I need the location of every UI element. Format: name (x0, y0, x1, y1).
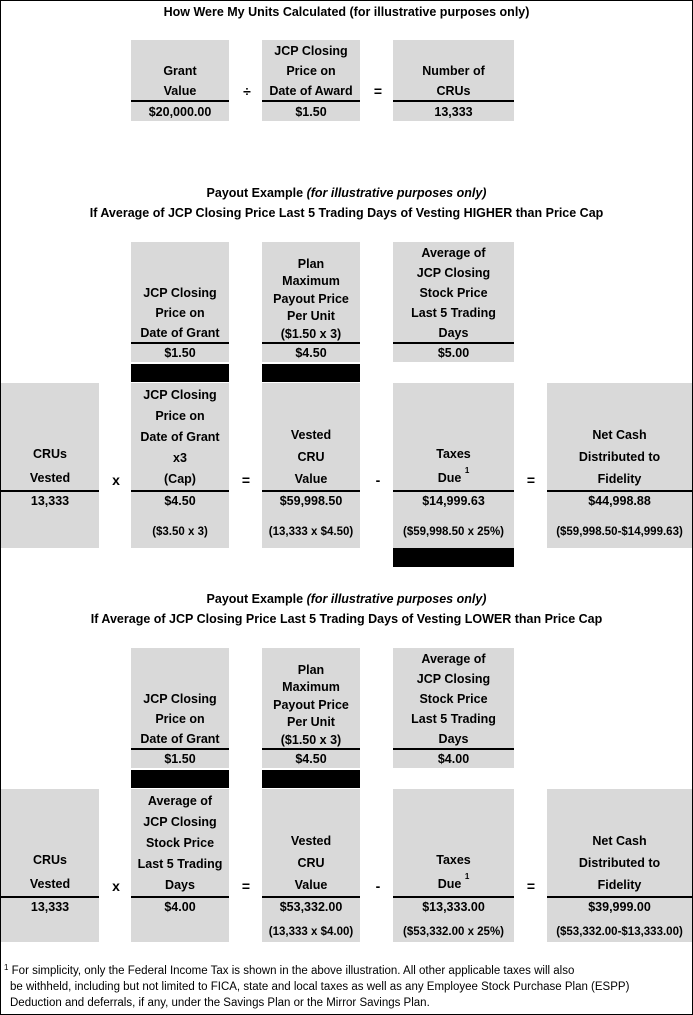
s2-vested-value-label (262, 383, 360, 490)
label-line: Payout Price (273, 697, 349, 712)
s2-avg-price-label (393, 242, 514, 343)
s2-net-cash-formula: ($59,998.50-$14,999.63) (556, 526, 683, 538)
s2-avg-price-value: $5.00 (437, 346, 470, 360)
label-line: Date of Award (269, 84, 353, 98)
s3-vested-value-amount: $53,332.00 (279, 900, 343, 914)
number-of-crus-value: 13,333 (434, 105, 473, 119)
label-line: JCP Closing (416, 266, 491, 280)
label-line: Days (438, 732, 469, 746)
label-line: JCP Closing (143, 286, 217, 300)
label-line: ($1.50 x 3) (280, 326, 342, 341)
label-line: Price on (286, 64, 336, 78)
closing-price-award-label (262, 40, 360, 101)
s3-taxes-footnote-mark: 1 (464, 872, 470, 881)
label-line: CRUs (32, 853, 68, 867)
s3-vested-value-label (262, 789, 360, 896)
s3-times-operator: x (112, 878, 120, 894)
footnote-line-1: For simplicity, only the Federal Income Tax is shown in the above illustration. All other applicable taxes will also (11, 965, 575, 977)
section2-title: Payout Example (for illustrative purposes only) (206, 186, 487, 200)
s3-crus-vested-label (1, 789, 99, 896)
grant-value-label (131, 40, 229, 101)
label-line: Fidelity (597, 472, 642, 486)
s3-avg-price-bottom-label (131, 789, 229, 896)
label-line: Per Unit (287, 715, 335, 729)
s3-taxes-label (393, 789, 514, 896)
closing-price-award-value: $1.50 (295, 105, 327, 119)
label-line: Plan (297, 256, 325, 271)
s3-taxes-value: $13,333.00 (422, 900, 485, 914)
label-line: Fidelity (597, 878, 642, 892)
s2-net-cash-label (547, 383, 692, 490)
label-line: Days (165, 878, 195, 892)
s3-net-cash-label (547, 789, 692, 896)
s2-cap-formula: ($3.50 x 3) (152, 526, 208, 538)
s2-vested-value-amount: $59,998.50 (279, 494, 343, 508)
s3-grant-price-label (131, 648, 229, 749)
s3-taxes-label-line2: Due $^1$ (437, 872, 470, 891)
footnote (4, 963, 690, 1011)
s2-times-operator: x (112, 472, 120, 488)
label-line: Number of (422, 64, 485, 78)
s3-equals-operator-1: = (241, 878, 251, 894)
s2-black-bar-3 (393, 548, 514, 567)
s3-black-bar-1 (131, 770, 229, 788)
label-line: JCP Closing (274, 44, 348, 58)
s3-plan-max-value: $4.50 (295, 752, 327, 766)
s3-vested-value-formula: (13,333 x $4.00) (268, 926, 354, 938)
s2-vested-value-formula: (13,333 x $4.50) (268, 526, 354, 538)
s2-grant-price-label (131, 242, 229, 343)
label-line: Stock Price (145, 836, 215, 850)
label-line: Value (163, 84, 197, 98)
grant-value-amount: $20,000.00 (148, 105, 212, 119)
s2-taxes-footnote-mark: 1 (464, 466, 470, 475)
divide-operator: ÷ (243, 83, 251, 99)
label-line: Last 5 Trading (411, 712, 496, 726)
s3-net-cash-formula: ($53,332.00-$13,333.00) (556, 926, 683, 938)
s2-taxes-label-line2: Due $^1$ (437, 466, 470, 485)
s2-equals-operator-1: = (241, 472, 251, 488)
label-line: ($1.50 x 3) (280, 732, 342, 747)
s2-cap-label (131, 383, 229, 490)
section2-subtitle: If Average of JCP Closing Price Last 5 Trading Days of Vesting HIGHER than Price Cap (89, 206, 604, 220)
s2-equals-operator-2: = (526, 472, 536, 488)
s3-avg-price-value: $4.00 (437, 752, 470, 766)
label-line: Last 5 Trading (137, 857, 223, 871)
footnote-line-3: Deduction and deferrals, if any, under the Savings Plan or the Mirror Savings Plan. (10, 997, 430, 1009)
label-line: Payout Price (273, 291, 349, 306)
s2-cap-value: $4.50 (164, 494, 196, 508)
label-line: (Cap) (164, 472, 196, 486)
label-line: Plan (297, 662, 325, 677)
s2-black-bar-1 (131, 364, 229, 382)
s2-plan-max-label (262, 242, 360, 343)
number-of-crus-label (393, 40, 514, 101)
label-line: Value (294, 472, 328, 486)
label-line: Days (438, 326, 469, 340)
s3-taxes-label-line1: Taxes (436, 853, 471, 867)
label-line: Average of (421, 246, 486, 260)
label-line: Price on (155, 712, 205, 726)
label-line: Distributed to (578, 450, 661, 464)
s3-net-cash-value: $39,999.00 (588, 900, 651, 914)
s2-net-cash-value: $44,998.88 (588, 494, 651, 508)
footnote-mark: 1 (4, 963, 9, 972)
s2-crus-vested-value: 13,333 (30, 494, 70, 508)
label-line: Date of Grant (140, 326, 220, 340)
label-line: Maximum (282, 274, 340, 288)
s2-taxes-label (393, 383, 514, 490)
equals-operator: = (373, 83, 383, 99)
label-line: Average of (147, 794, 213, 808)
label-line: Net Cash (592, 834, 647, 848)
label-line: CRU (297, 450, 325, 464)
s2-grant-price-value: $1.50 (164, 346, 196, 360)
footnote-line-2: be withheld, including but not limited to FICA, state and local taxes as well as any Employee Stock Purchase Plan (ESPP) (10, 981, 630, 993)
label-line: Vested (29, 471, 71, 485)
section1-title: How Were My Units Calculated (for illustrative purposes only) (163, 5, 530, 19)
s3-avg-price-bottom-value: $4.00 (164, 900, 196, 914)
label-line: Average of (421, 652, 486, 666)
label-line: Value (294, 878, 328, 892)
s3-minus-operator: - (375, 878, 381, 894)
label-line: Distributed to (578, 856, 661, 870)
label-line: Stock Price (419, 692, 488, 706)
label-line: JCP Closing (416, 672, 491, 686)
label-line: Stock Price (419, 286, 488, 300)
s3-plan-max-label (262, 648, 360, 749)
section3-title: Payout Example (for illustrative purposes only) (206, 592, 487, 606)
s3-avg-price-label (393, 648, 514, 749)
s2-taxes-value: $14,999.63 (422, 494, 485, 508)
label-line: CRUs (32, 447, 68, 461)
label-line: Date of Grant (140, 430, 220, 444)
label-line: Last 5 Trading (411, 306, 496, 320)
label-line: Per Unit (287, 309, 335, 323)
s2-minus-operator: - (375, 472, 381, 488)
s2-black-bar-2 (262, 364, 360, 382)
label-line: Vested (290, 428, 332, 442)
s3-crus-vested-value: 13,333 (30, 900, 70, 914)
section3-subtitle: If Average of JCP Closing Price Last 5 Trading Days of Vesting LOWER than Price Cap (90, 612, 603, 626)
s2-taxes-formula: ($59,998.50 x 25%) (402, 526, 505, 538)
label-line: CRUs (436, 84, 471, 98)
label-line: Price on (155, 409, 205, 423)
s3-taxes-formula: ($53,332.00 x 25%) (402, 926, 505, 938)
s3-grant-price-value: $1.50 (164, 752, 196, 766)
label-line: Date of Grant (140, 732, 220, 746)
label-line: Maximum (282, 680, 340, 694)
s2-taxes-label-line1: Taxes (436, 447, 471, 461)
label-line: JCP Closing (143, 388, 217, 402)
label-line: Vested (29, 877, 71, 891)
label-line: Grant (163, 64, 197, 78)
s3-equals-operator-2: = (526, 878, 536, 894)
label-line: Net Cash (592, 428, 647, 442)
label-line: Price on (155, 306, 205, 320)
label-line: x3 (173, 451, 187, 465)
label-line: JCP Closing (143, 815, 217, 829)
label-line: Vested (290, 834, 332, 848)
s2-plan-max-value: $4.50 (295, 346, 327, 360)
s3-black-bar-2 (262, 770, 360, 788)
label-line: CRU (297, 856, 325, 870)
s2-crus-vested-label (1, 383, 99, 490)
label-line: JCP Closing (143, 692, 217, 706)
